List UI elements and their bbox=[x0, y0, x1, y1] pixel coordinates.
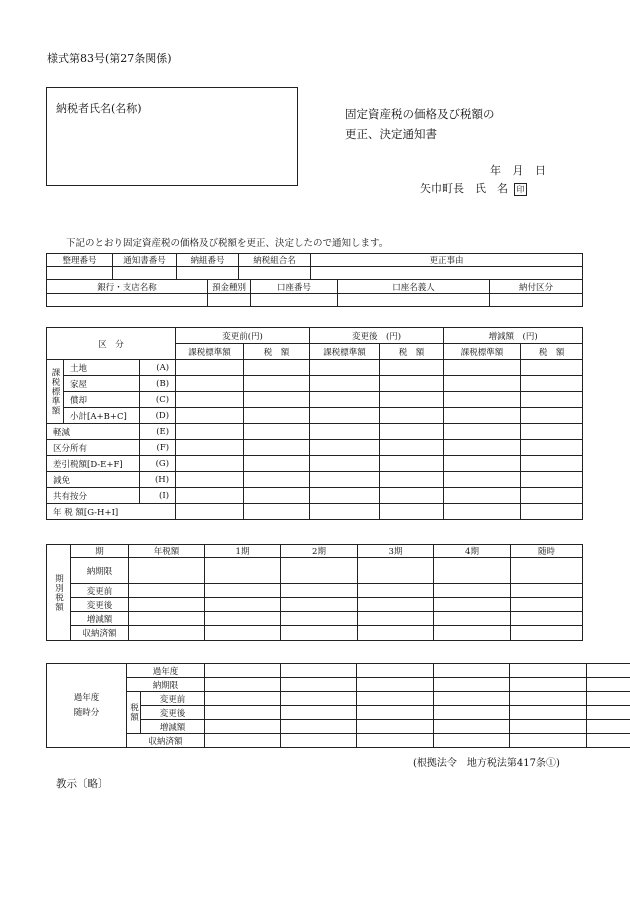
date-line: 年 月 日 bbox=[490, 164, 546, 177]
cell[interactable] bbox=[587, 664, 630, 678]
cell[interactable] bbox=[357, 706, 434, 720]
row-letter: (E) bbox=[140, 424, 176, 440]
row-label-condo: 区分所有 bbox=[47, 440, 140, 456]
tax-vertical-label: 税額 bbox=[127, 692, 141, 734]
cell[interactable] bbox=[380, 440, 444, 456]
cell[interactable] bbox=[434, 734, 510, 748]
cell[interactable] bbox=[176, 472, 244, 488]
cell[interactable] bbox=[47, 294, 208, 307]
cell[interactable] bbox=[281, 692, 357, 706]
header-account-holder: 口座名義人 bbox=[338, 280, 490, 294]
cell[interactable] bbox=[311, 267, 583, 280]
past-row-label: 過年度 bbox=[127, 664, 205, 678]
cell[interactable] bbox=[587, 734, 630, 748]
cell[interactable] bbox=[444, 440, 521, 456]
header-deposit-type: 預金種別 bbox=[208, 280, 251, 294]
cell[interactable] bbox=[205, 612, 281, 626]
cell[interactable] bbox=[176, 504, 244, 520]
cell[interactable] bbox=[380, 376, 444, 392]
header-kosei-jiyu: 更正事由 bbox=[311, 254, 583, 267]
cell[interactable] bbox=[281, 706, 357, 720]
past-row-label: 収納済額 bbox=[127, 734, 205, 748]
header-bank: 銀行・支店名称 bbox=[47, 280, 208, 294]
cell[interactable] bbox=[244, 360, 310, 376]
row-letter: (G) bbox=[140, 456, 176, 472]
cell[interactable] bbox=[208, 294, 251, 307]
cell[interactable] bbox=[521, 424, 583, 440]
cell[interactable] bbox=[380, 472, 444, 488]
cell[interactable] bbox=[521, 376, 583, 392]
cell[interactable] bbox=[434, 558, 511, 584]
legal-basis: (根拠法令 地方税法第417条①) bbox=[413, 758, 560, 769]
after-header: 変更後 (円) bbox=[310, 328, 444, 344]
cell[interactable] bbox=[176, 440, 244, 456]
cell[interactable] bbox=[434, 706, 510, 720]
cell[interactable] bbox=[587, 706, 630, 720]
cell[interactable] bbox=[511, 626, 583, 641]
cell[interactable] bbox=[310, 360, 380, 376]
row-label-shared: 共有按分 bbox=[47, 488, 140, 504]
cell[interactable] bbox=[176, 408, 244, 424]
cell[interactable] bbox=[444, 504, 521, 520]
period-vertical-label: 期別税額 bbox=[47, 545, 71, 641]
cell[interactable] bbox=[176, 360, 244, 376]
past-year-label-line1: 過年度 bbox=[73, 692, 100, 703]
cell[interactable] bbox=[358, 598, 434, 612]
row-letter: (C) bbox=[140, 392, 176, 408]
cell[interactable] bbox=[357, 720, 434, 734]
taxpayer-box bbox=[46, 87, 298, 186]
cell[interactable] bbox=[434, 626, 511, 641]
cell[interactable] bbox=[510, 720, 587, 734]
cell[interactable] bbox=[310, 456, 380, 472]
cell[interactable] bbox=[358, 626, 434, 641]
cell[interactable] bbox=[357, 734, 434, 748]
header-payment-type: 納付区分 bbox=[490, 280, 583, 294]
row-letter: (F) bbox=[140, 440, 176, 456]
cell[interactable] bbox=[511, 584, 583, 598]
cell[interactable] bbox=[380, 360, 444, 376]
header-account-number: 口座番号 bbox=[251, 280, 338, 294]
cell[interactable] bbox=[205, 584, 281, 598]
cell[interactable] bbox=[434, 720, 510, 734]
cell[interactable] bbox=[444, 472, 521, 488]
cell[interactable] bbox=[310, 472, 380, 488]
mayor-signature bbox=[420, 180, 527, 196]
period-header: 期 bbox=[71, 545, 129, 558]
cell[interactable] bbox=[587, 720, 630, 734]
cell[interactable] bbox=[176, 376, 244, 392]
cell[interactable] bbox=[380, 392, 444, 408]
cell[interactable] bbox=[587, 692, 630, 706]
row-label-exemption: 減免 bbox=[47, 472, 140, 488]
cell[interactable] bbox=[244, 504, 310, 520]
cell[interactable] bbox=[281, 558, 358, 584]
cell[interactable] bbox=[251, 294, 338, 307]
period-header: 1期 bbox=[205, 545, 281, 558]
cell[interactable] bbox=[434, 612, 511, 626]
cell[interactable] bbox=[205, 558, 281, 584]
past-year-label bbox=[47, 664, 127, 748]
cell[interactable] bbox=[129, 626, 205, 641]
cell[interactable] bbox=[511, 612, 583, 626]
row-label-reduction: 軽減 bbox=[47, 424, 140, 440]
cell[interactable] bbox=[490, 294, 583, 307]
cell[interactable] bbox=[129, 558, 205, 584]
period-row-label: 納期限 bbox=[71, 558, 129, 584]
row-label-annual-tax: 年 税 額[G-H+I] bbox=[47, 504, 176, 520]
cell[interactable] bbox=[176, 392, 244, 408]
sub-header: 税 額 bbox=[244, 344, 310, 360]
period-row-label: 増減額 bbox=[71, 612, 129, 626]
before-header: 変更前(円) bbox=[176, 328, 310, 344]
cell[interactable] bbox=[587, 678, 630, 692]
header-nokumi: 納組番号 bbox=[177, 254, 239, 267]
cell[interactable] bbox=[244, 472, 310, 488]
cell[interactable] bbox=[244, 488, 310, 504]
cell[interactable] bbox=[357, 678, 434, 692]
cell[interactable] bbox=[380, 424, 444, 440]
cell[interactable] bbox=[521, 472, 583, 488]
cell[interactable] bbox=[310, 392, 380, 408]
cell[interactable] bbox=[444, 360, 521, 376]
cell[interactable] bbox=[205, 734, 281, 748]
cell[interactable] bbox=[244, 424, 310, 440]
cell[interactable] bbox=[380, 488, 444, 504]
row-label-net-tax: 差引税額[D-E+F] bbox=[47, 456, 140, 472]
cell[interactable] bbox=[310, 376, 380, 392]
cell[interactable] bbox=[177, 267, 239, 280]
cell[interactable] bbox=[358, 584, 434, 598]
diff-header: 増減額 (円) bbox=[444, 328, 583, 344]
taxpayer-label: 納税者氏名(名称) bbox=[56, 102, 142, 115]
notice-text: 教示〔略〕 bbox=[56, 778, 109, 790]
cell[interactable] bbox=[510, 678, 587, 692]
cell[interactable] bbox=[129, 584, 205, 598]
row-letter: (B) bbox=[140, 376, 176, 392]
cell[interactable] bbox=[205, 598, 281, 612]
cell[interactable] bbox=[176, 456, 244, 472]
title-line-2: 更正、決定通知書 bbox=[345, 127, 437, 141]
cell[interactable] bbox=[176, 488, 244, 504]
cell[interactable] bbox=[205, 664, 281, 678]
cell[interactable] bbox=[380, 504, 444, 520]
cell[interactable] bbox=[510, 664, 587, 678]
cell[interactable] bbox=[310, 504, 380, 520]
sub-header: 課税標準額 bbox=[444, 344, 521, 360]
period-row-label: 変更前 bbox=[71, 584, 129, 598]
cell[interactable] bbox=[444, 488, 521, 504]
cell[interactable] bbox=[521, 440, 583, 456]
period-header: 4期 bbox=[434, 545, 511, 558]
cell[interactable] bbox=[521, 408, 583, 424]
cell[interactable] bbox=[444, 408, 521, 424]
cell[interactable] bbox=[310, 424, 380, 440]
header-tsuchisho: 通知書番号 bbox=[113, 254, 177, 267]
info-table bbox=[46, 253, 583, 307]
cell[interactable] bbox=[510, 734, 587, 748]
period-header: 随時 bbox=[511, 545, 583, 558]
cell[interactable] bbox=[176, 424, 244, 440]
row-letter: (I) bbox=[140, 488, 176, 504]
document-title bbox=[345, 104, 495, 144]
cell[interactable] bbox=[281, 734, 357, 748]
cell[interactable] bbox=[205, 626, 281, 641]
row-label-subtotal: 小計[A+B+C] bbox=[64, 408, 140, 424]
header-kumiai: 納税組合名 bbox=[239, 254, 311, 267]
cell[interactable] bbox=[444, 424, 521, 440]
cell[interactable] bbox=[521, 488, 583, 504]
cell[interactable] bbox=[444, 376, 521, 392]
cell[interactable] bbox=[510, 692, 587, 706]
cell[interactable] bbox=[239, 267, 311, 280]
period-header: 年税額 bbox=[129, 545, 205, 558]
sub-header: 税 額 bbox=[380, 344, 444, 360]
cell[interactable] bbox=[434, 664, 510, 678]
cell[interactable] bbox=[511, 558, 583, 584]
cell[interactable] bbox=[521, 392, 583, 408]
cell[interactable] bbox=[281, 720, 357, 734]
cell[interactable] bbox=[310, 440, 380, 456]
sub-header: 課税標準額 bbox=[176, 344, 244, 360]
cell[interactable] bbox=[380, 408, 444, 424]
cell[interactable] bbox=[281, 678, 357, 692]
period-row-label: 収納済額 bbox=[71, 626, 129, 641]
row-label-land: 土地 bbox=[64, 360, 140, 376]
intro-text: 下記のとおり固定資産税の価格及び税額を更正、決定したので通知します。 bbox=[66, 238, 389, 249]
cell[interactable] bbox=[281, 626, 358, 641]
cell[interactable] bbox=[510, 706, 587, 720]
cell[interactable] bbox=[47, 267, 113, 280]
cell[interactable] bbox=[511, 598, 583, 612]
cell[interactable] bbox=[434, 692, 510, 706]
cell[interactable] bbox=[205, 720, 281, 734]
cell[interactable] bbox=[521, 504, 583, 520]
sub-header: 税 額 bbox=[521, 344, 583, 360]
kubun-header: 区 分 bbox=[47, 328, 176, 360]
past-row-label: 増減額 bbox=[141, 720, 205, 734]
cell[interactable] bbox=[244, 392, 310, 408]
cell[interactable] bbox=[205, 706, 281, 720]
cell[interactable] bbox=[113, 267, 177, 280]
cell[interactable] bbox=[129, 612, 205, 626]
cell[interactable] bbox=[205, 678, 281, 692]
cell[interactable] bbox=[310, 488, 380, 504]
cell[interactable] bbox=[205, 692, 281, 706]
cell[interactable] bbox=[434, 584, 511, 598]
row-letter: (D) bbox=[140, 408, 176, 424]
cell[interactable] bbox=[358, 612, 434, 626]
cell[interactable] bbox=[310, 408, 380, 424]
cell[interactable] bbox=[244, 408, 310, 424]
header-seiri: 整理番号 bbox=[47, 254, 113, 267]
cell[interactable] bbox=[281, 598, 358, 612]
cell[interactable] bbox=[434, 678, 510, 692]
period-row-label: 変更後 bbox=[71, 598, 129, 612]
cell[interactable] bbox=[244, 376, 310, 392]
cell[interactable] bbox=[281, 664, 357, 678]
row-label-house: 家屋 bbox=[64, 376, 140, 392]
period-table bbox=[46, 544, 583, 641]
period-header: 2期 bbox=[281, 545, 358, 558]
cell[interactable] bbox=[521, 360, 583, 376]
cell[interactable] bbox=[444, 392, 521, 408]
cell[interactable] bbox=[357, 664, 434, 678]
cell[interactable] bbox=[521, 456, 583, 472]
sub-header: 課税標準額 bbox=[310, 344, 380, 360]
cell[interactable] bbox=[444, 456, 521, 472]
cell[interactable] bbox=[281, 584, 358, 598]
period-header: 3期 bbox=[358, 545, 434, 558]
cell[interactable] bbox=[281, 612, 358, 626]
cell[interactable] bbox=[358, 558, 434, 584]
tax-base-vertical-label: 課税標準額 bbox=[47, 360, 64, 424]
cell[interactable] bbox=[129, 598, 205, 612]
row-letter: (H) bbox=[140, 472, 176, 488]
past-year-label-line2: 随時分 bbox=[73, 707, 100, 718]
cell[interactable] bbox=[338, 294, 490, 307]
row-letter: (A) bbox=[140, 360, 176, 376]
past-row-label: 納期限 bbox=[127, 678, 205, 692]
cell[interactable] bbox=[357, 692, 434, 706]
cell[interactable] bbox=[380, 456, 444, 472]
title-line-1: 固定資産税の価格及び税額の bbox=[345, 107, 495, 121]
past-year-table bbox=[46, 663, 630, 748]
cell[interactable] bbox=[244, 456, 310, 472]
assessment-table bbox=[46, 327, 583, 520]
past-row-label: 変更後 bbox=[141, 706, 205, 720]
cell[interactable] bbox=[244, 440, 310, 456]
form-number: 様式第83号(第27条関係) bbox=[47, 52, 172, 65]
row-label-depreciation: 償却 bbox=[64, 392, 140, 408]
cell[interactable] bbox=[434, 598, 511, 612]
mayor-name: 矢巾町長 氏 名 bbox=[420, 182, 508, 195]
seal-mark: 印 bbox=[514, 183, 527, 196]
past-row-label: 変更前 bbox=[141, 692, 205, 706]
